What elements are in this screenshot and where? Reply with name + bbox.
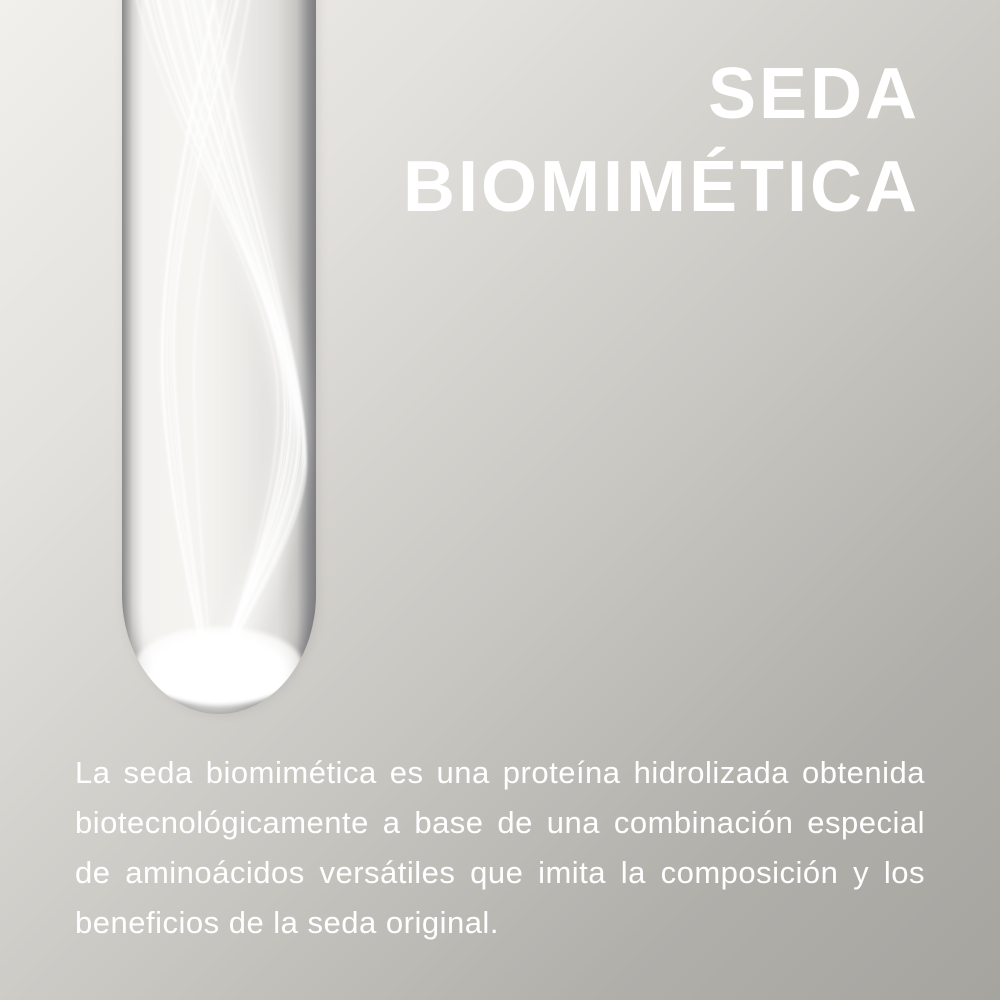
paragraph-line: de aminoácidos versátiles que imita la composición y los — [75, 855, 925, 890]
test-tube — [122, 0, 316, 714]
title-line-1: SEDA — [707, 54, 920, 134]
paragraph-line: biotecnológicamente a base de una combinación especial — [75, 805, 925, 840]
description-paragraph — [75, 748, 925, 948]
page-title — [403, 48, 920, 234]
silk-fibers-illustration — [122, 0, 316, 714]
paragraph-line: La seda biomimética es una proteína hidrolizada obtenida — [75, 755, 925, 790]
title-line-2: BIOMIMÉTICA — [403, 147, 920, 227]
paragraph-line: beneficios de la seda original. — [75, 905, 499, 940]
silk-pool — [135, 627, 303, 705]
